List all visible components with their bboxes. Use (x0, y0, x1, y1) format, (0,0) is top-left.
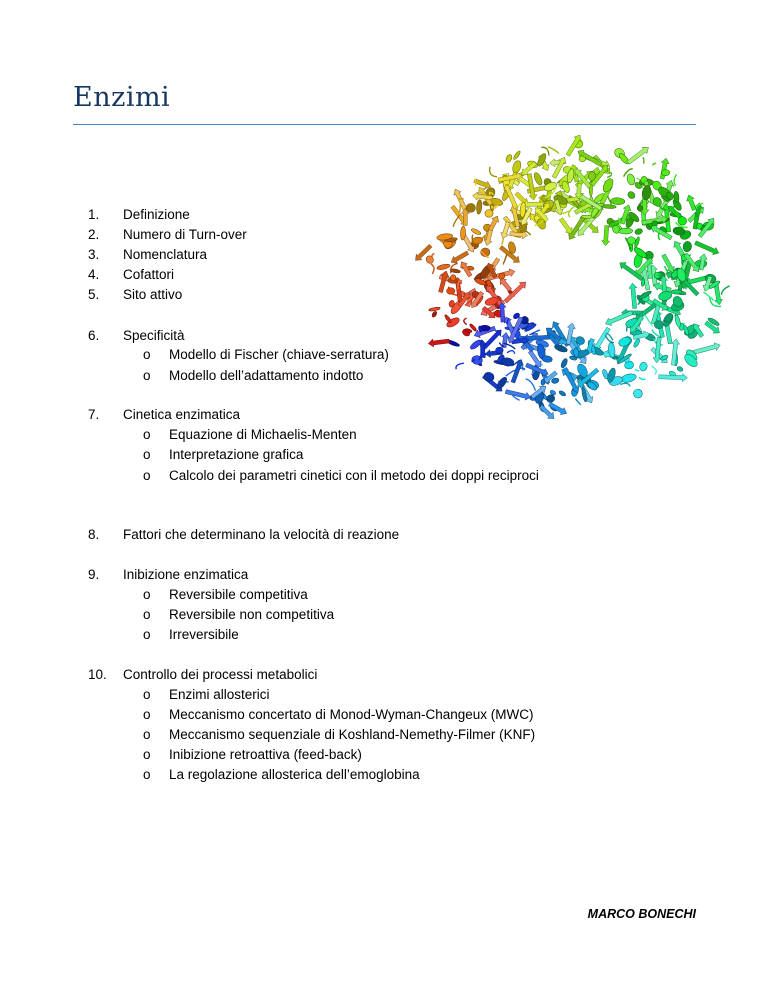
list-item-number: 7. (88, 407, 100, 422)
bullet-icon: o (143, 427, 151, 442)
list-item-text: Sito attivo (123, 287, 183, 302)
sub-list-item-text: Meccanismo concertato di Monod-Wyman-Changeux (MWC) (169, 707, 534, 722)
sub-list-item-text: Enzimi allosterici (169, 687, 270, 702)
list-item-number: 6. (88, 328, 100, 343)
bullet-icon: o (143, 627, 151, 642)
list-item-number: 2. (88, 227, 100, 242)
sub-list-item-text: Meccanismo sequenziale di Koshland-Nemethy-Filmer (KNF) (169, 727, 536, 742)
sub-list-item-text: Equazione di Michaelis-Menten (169, 427, 357, 442)
list-item-text: Numero di Turn-over (123, 227, 247, 242)
sub-list-item-text: Reversibile non competitiva (169, 607, 335, 622)
bullet-icon: o (143, 687, 151, 702)
list-item-text: Cofattori (123, 267, 175, 282)
list-item-number: 10. (88, 667, 107, 682)
bullet-icon: o (143, 368, 151, 383)
bullet-icon: o (143, 468, 151, 483)
bullet-icon: o (143, 587, 151, 602)
bullet-icon: o (143, 607, 151, 622)
list-item-number: 4. (88, 267, 100, 282)
sub-list-item-text: La regolazione allosterica dell’emoglobina (169, 767, 420, 782)
sub-list-item-text: Irreversibile (169, 627, 239, 642)
author-name: MARCO BONECHI (587, 907, 696, 921)
bullet-icon: o (143, 747, 151, 762)
bullet-icon: o (143, 727, 151, 742)
list-item-number: 9. (88, 567, 100, 582)
list-item-text: Specificità (123, 328, 185, 343)
page-title: Enzimi (73, 82, 171, 113)
bullet-icon: o (143, 767, 151, 782)
list-item-text: Definizione (123, 207, 190, 222)
protein-ribbon-structure-icon (405, 132, 735, 422)
title-underline (73, 124, 696, 125)
sub-list-item-text: Modello dell’adattamento indotto (169, 368, 364, 383)
bullet-icon: o (143, 347, 151, 362)
list-item-text: Inibizione enzimatica (123, 567, 249, 582)
list-item-number: 8. (88, 527, 100, 542)
list-item-number: 3. (88, 247, 100, 262)
bullet-icon: o (143, 447, 151, 462)
bullet-icon: o (143, 707, 151, 722)
list-item-number: 1. (88, 207, 100, 222)
sub-list-item-text: Inibizione retroattiva (feed-back) (169, 747, 362, 762)
sub-list-item-text: Interpretazione grafica (169, 447, 304, 462)
list-item-text: Fattori che determinano la velocità di reazione (123, 527, 400, 542)
sub-list-item-text: Modello di Fischer (chiave-serratura) (169, 347, 389, 362)
list-item-text: Controllo dei processi metabolici (123, 667, 318, 682)
list-item-number: 5. (88, 287, 100, 302)
list-item-text: Cinetica enzimatica (123, 407, 241, 422)
sub-list-item-text: Calcolo dei parametri cinetici con il metodo dei doppi reciproci (169, 468, 539, 483)
sub-list-item-text: Reversibile competitiva (169, 587, 308, 602)
list-item-text: Nomenclatura (123, 247, 208, 262)
